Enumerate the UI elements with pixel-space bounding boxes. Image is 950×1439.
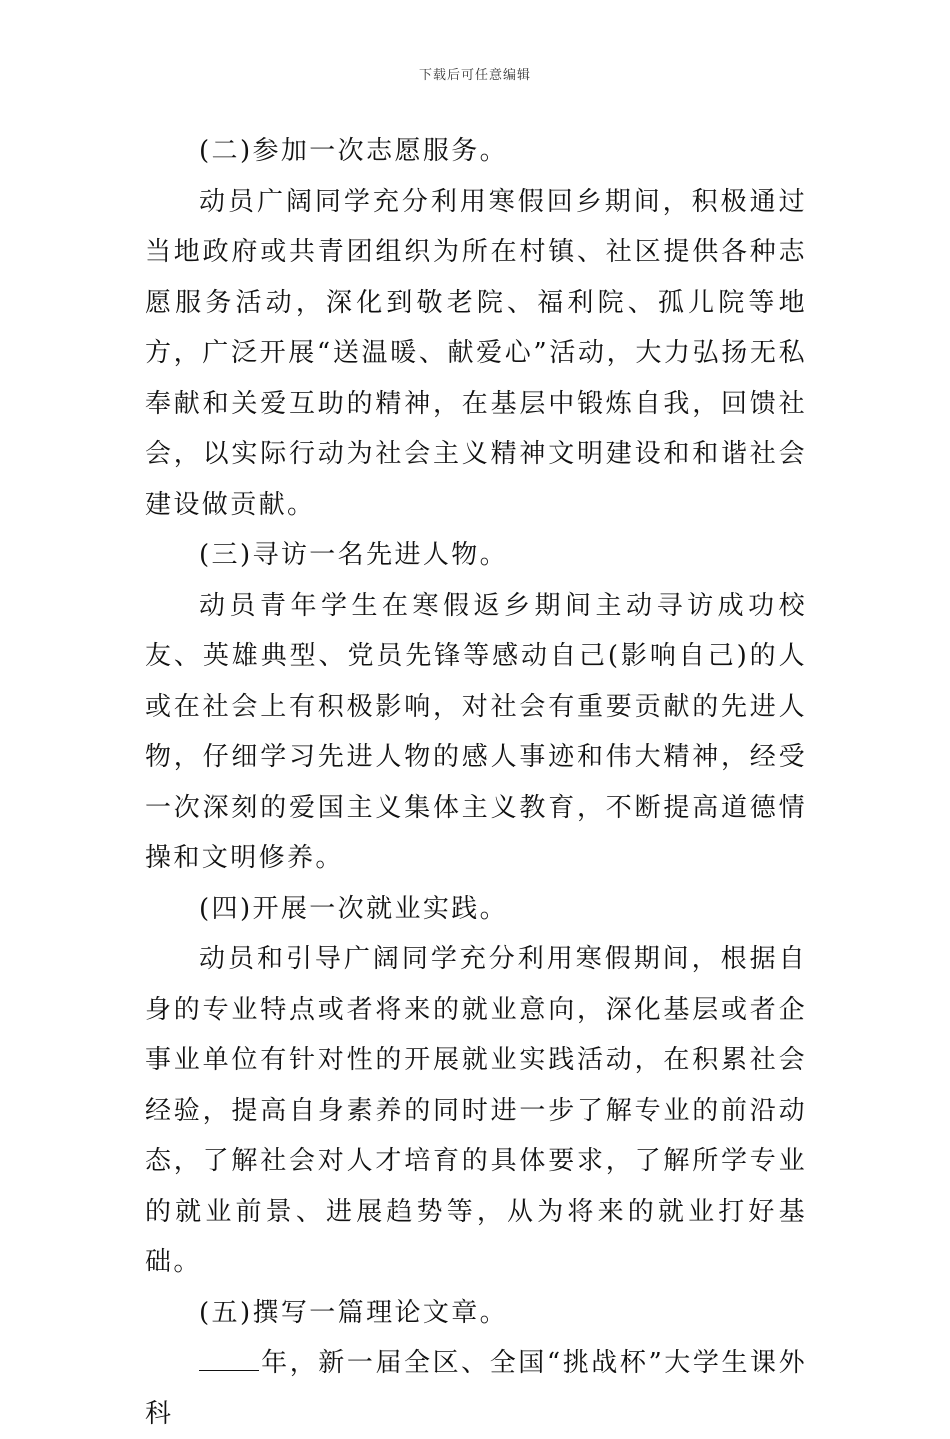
section-paragraph-5-text: 年，新一届全区、全国“挑战杯”大学生课外科	[145, 1348, 807, 1429]
fill-in-blank-line	[199, 1346, 259, 1371]
section-heading-3: (三)寻访一名先进人物。	[199, 540, 509, 570]
section-paragraph-3: 动员青年学生在寒假返乡期间主动寻访成功校友、英雄典型、党员先锋等感动自己(影响自己)的人或在社会上有积极影响，对社会有重要贡献的先进人物，仔细学习先进人物的感人事迹和伟大精神，经受一次深刻的爱国主义集体主义教育，不断提高道德情操和文明修养。	[145, 590, 807, 873]
section-paragraph-5	[145, 1338, 807, 1439]
page-header-note: 下载后可任意编辑	[418, 68, 531, 83]
section-heading-2: (二)参加一次志愿服务。	[199, 136, 509, 166]
section-heading-5: (五)撰写一篇理论文章。	[199, 1297, 509, 1328]
section-heading-4: (四)开展一次就业实践。	[199, 893, 509, 924]
section-paragraph-2: 动员广阔同学充分利用寒假回乡期间，积极通过当地政府或共青团组织为所在村镇、社区提供各种志愿服务活动，深化到敬老院、福利院、孤儿院等地方，广泛开展“送温暖、献爱心”活动，大力弘扬无私奉献和关爱互助的精神，在基层中锻炼自我，回馈社会，以实际行动为社会主义精神文明建设和和谐社会建设做贡献。	[145, 186, 807, 520]
document-body	[145, 126, 807, 1439]
section-paragraph-4: 动员和引导广阔同学充分利用寒假期间，根据自身的专业特点或者将来的就业意向，深化基层或者企事业单位有针对性的开展就业实践活动，在积累社会经验，提高自身素养的同时进一步了解专业的前沿动态，了解社会对人才培育的具体要求，了解所学专业的就业前景、进展趋势等，从为将来的就业打好基础。	[145, 944, 807, 1277]
